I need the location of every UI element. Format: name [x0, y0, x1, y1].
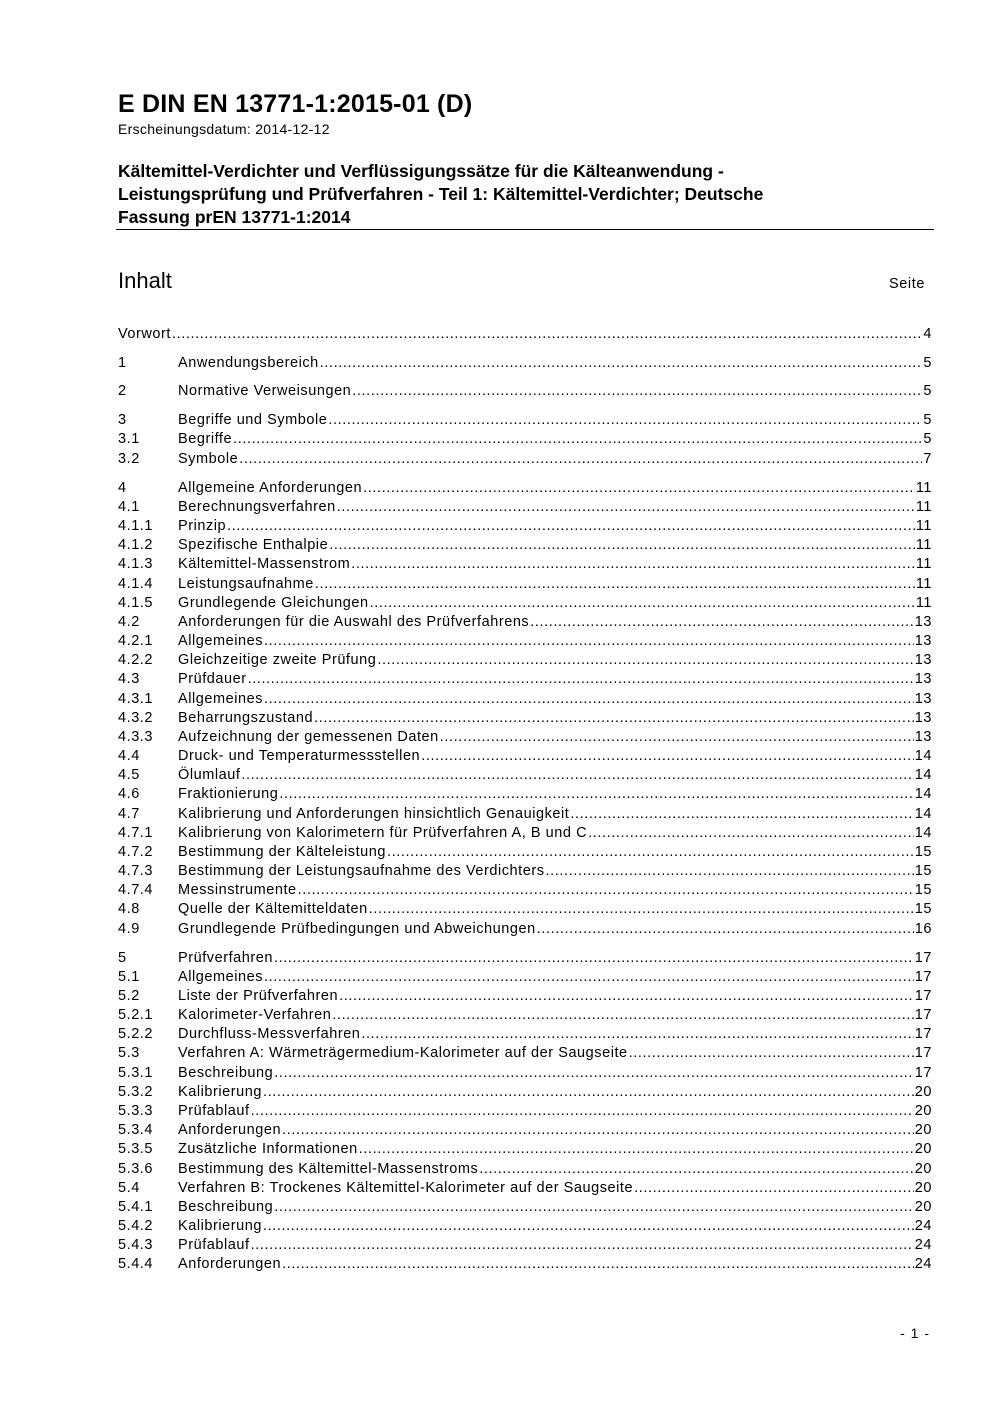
document-id: E DIN EN 13771-1:2015-01 (D) [118, 90, 473, 118]
toc-entry-page: 13 [914, 691, 932, 707]
toc-dot-leader [274, 1198, 913, 1217]
toc-entry-title: Spezifische Enthalpie [178, 537, 329, 553]
toc-entry-page: 14 [914, 825, 932, 841]
toc-entry-title: Ölumlauf [178, 767, 241, 783]
toc-entry-number: 4.3.3 [118, 729, 153, 745]
toc-entry[interactable] [118, 498, 932, 517]
toc-entry-title: Verfahren A: Wärmeträgermedium-Kalorimeter auf der Saugseite [178, 1045, 628, 1061]
toc-entry-number: 3 [118, 412, 127, 428]
toc-dot-leader [588, 824, 914, 843]
toc-dot-leader [440, 728, 914, 747]
toc-entry-number: 2 [118, 383, 127, 399]
toc-entry-number: 5.3.6 [118, 1161, 153, 1177]
toc-entry-number: 4.6 [118, 786, 140, 802]
toc-entry-title: Allgemeines [178, 633, 264, 649]
toc-entry-page: 20 [914, 1180, 932, 1196]
toc-entry-number: 4.1.1 [118, 518, 153, 534]
toc-dot-leader [332, 1006, 913, 1025]
toc-entry-page: 11 [915, 537, 932, 553]
toc-dot-leader [387, 843, 914, 862]
toc-entry-page: 17 [914, 1007, 932, 1023]
toc-entry-page: 5 [923, 383, 932, 399]
toc-dot-leader [282, 1121, 914, 1140]
toc-entry-number: 5.4.3 [118, 1237, 153, 1253]
toc-entry-number: 5.3 [118, 1045, 140, 1061]
toc-entry-title: Begriffe [178, 431, 233, 447]
toc-entry-title: Kalibrierung und Anforderungen hinsichtlich Genauigkeit [178, 806, 570, 822]
toc-dot-leader [251, 1102, 914, 1121]
toc-entry[interactable] [118, 632, 932, 651]
toc-entry-title: Allgemeines [178, 691, 264, 707]
toc-dot-leader [263, 1083, 914, 1102]
document-title [118, 160, 918, 229]
toc-entry[interactable] [118, 1083, 932, 1102]
toc-entry-number: 5.4 [118, 1180, 140, 1196]
page-number: - 1 - [900, 1325, 930, 1341]
toc-entry[interactable] [118, 900, 932, 919]
toc-dot-leader [282, 1255, 914, 1274]
toc-entry-page: 13 [914, 652, 932, 668]
toc-entry-number: 4.1.4 [118, 576, 153, 592]
toc-entry-number: 4.8 [118, 901, 140, 917]
toc-entry[interactable] [118, 382, 932, 401]
toc-entry-page: 24 [914, 1218, 932, 1234]
toc-entry-title: Anforderungen für die Auswahl des Prüfverfahrens [178, 614, 530, 630]
toc-entry-title: Anwendungsbereich [178, 355, 319, 371]
toc-entry-title: Aufzeichnung der gemessenen Daten [178, 729, 439, 745]
toc-entry-title: Kältemittel-Massenstrom [178, 556, 351, 572]
toc-dot-leader [248, 670, 914, 689]
toc-dot-leader [634, 1179, 914, 1198]
toc-entry-page: 17 [914, 988, 932, 1004]
toc-heading: Inhalt [118, 268, 172, 293]
toc-entry-title: Quelle der Kältemitteldaten [178, 901, 368, 917]
toc-dot-leader [298, 881, 914, 900]
toc-entry[interactable] [118, 651, 932, 670]
toc-entry-page: 14 [914, 806, 932, 822]
toc-entry-title: Symbole [178, 451, 239, 467]
toc-dot-leader [320, 354, 923, 373]
toc-dot-leader [274, 949, 914, 968]
toc-dot-leader [251, 1236, 914, 1255]
toc-entry[interactable] [118, 1236, 932, 1255]
toc-dot-leader [339, 987, 914, 1006]
toc-entry-number: 5.3.3 [118, 1103, 153, 1119]
toc-entry-page: 17 [914, 1026, 932, 1042]
toc-entry-number: 3.2 [118, 451, 140, 467]
toc-entry[interactable] [118, 1179, 932, 1198]
toc-entry-page: 15 [914, 882, 932, 898]
toc-entry-page: 13 [914, 710, 932, 726]
toc-page-label: Seite [888, 276, 925, 292]
toc-entry[interactable] [118, 555, 932, 574]
toc-entry-title: Prüfdauer [178, 671, 247, 687]
toc-entry-page: 13 [914, 614, 932, 630]
toc-entry-number: 5.3.2 [118, 1084, 153, 1100]
toc-dot-leader [377, 651, 913, 670]
toc-entry-title: Bestimmung der Kälteleistung [178, 844, 387, 860]
toc-dot-leader [359, 1140, 914, 1159]
toc-entry-number: 5.2 [118, 988, 140, 1004]
toc-entry[interactable] [118, 843, 932, 862]
toc-dot-leader [314, 709, 914, 728]
toc-entry-number: 5.2.2 [118, 1026, 153, 1042]
toc-entry-page: 20 [914, 1199, 932, 1215]
toc-entry-number: 5.3.4 [118, 1122, 153, 1138]
toc-entry[interactable] [118, 479, 932, 498]
toc-entry[interactable] [118, 450, 932, 469]
toc-entry-page: 11 [915, 518, 932, 534]
toc-entry-number: 5.4.4 [118, 1256, 153, 1272]
toc-entry-title: Beharrungszustand [178, 710, 314, 726]
toc-entry-page: 11 [915, 576, 932, 592]
toc-entry-number: 4.3 [118, 671, 140, 687]
toc-entry-page: 13 [914, 729, 932, 745]
toc-entry-page: 14 [914, 748, 932, 764]
toc-entry[interactable] [118, 1140, 932, 1159]
toc-entry-number: 4.7.2 [118, 844, 153, 860]
toc-entry-page: 20 [914, 1122, 932, 1138]
toc-dot-leader [546, 862, 914, 881]
toc-entry[interactable] [118, 949, 932, 968]
toc-dot-leader [279, 785, 913, 804]
toc-entry[interactable] [118, 1198, 932, 1217]
toc-entry-page: 11 [915, 480, 932, 496]
toc-dot-leader [264, 690, 914, 709]
toc-entry-number: 4.2.1 [118, 633, 153, 649]
toc-entry[interactable] [118, 594, 932, 613]
toc-entry[interactable] [118, 920, 932, 939]
toc-entry-number: 4.7.3 [118, 863, 153, 879]
toc-entry-number: 5.1 [118, 969, 140, 985]
toc-entry-page: 20 [914, 1084, 932, 1100]
toc-entry-title: Berechnungsverfahren [178, 499, 336, 515]
toc-entry-number: 5 [118, 950, 127, 966]
title-line: Kältemittel-Verdichter und Verflüssigungssätze für die Kälteanwendung - [118, 161, 724, 181]
toc-entry-title: Leistungsaufnahme [178, 576, 314, 592]
toc-entry[interactable] [118, 747, 932, 766]
toc-entry[interactable] [118, 1064, 932, 1083]
toc-dot-leader [337, 498, 915, 517]
toc-entry-number: 4.1.3 [118, 556, 153, 572]
toc-entry-number: 1 [118, 355, 127, 371]
toc-entry-number: 5.2.1 [118, 1007, 153, 1023]
toc-entry-title: Verfahren B: Trockenes Kältemittel-Kalorimeter auf der Saugseite [178, 1180, 634, 1196]
toc-entry[interactable] [118, 881, 932, 900]
toc-entry-number: 4.5 [118, 767, 140, 783]
toc-entry-page: 17 [914, 950, 932, 966]
toc-entry-title: Messinstrumente [178, 882, 297, 898]
toc-entry-title: Allgemeine Anforderungen [178, 480, 363, 496]
toc-entry[interactable] [118, 862, 932, 881]
toc-entry-page: 5 [923, 412, 932, 428]
toc-entry[interactable] [118, 411, 932, 430]
toc-entry-page: 16 [914, 921, 932, 937]
toc-entry-title: Anforderungen [178, 1122, 282, 1138]
toc-dot-leader [315, 575, 915, 594]
toc-entry-number: 4 [118, 480, 127, 496]
toc-entry-title: Kalibrierung von Kalorimetern für Prüfverfahren A, B und C [178, 825, 588, 841]
toc-dot-leader [370, 594, 915, 613]
toc-entry-number: 4.9 [118, 921, 140, 937]
toc-dot-leader [264, 632, 914, 651]
toc-entry-number: 4.3.2 [118, 710, 153, 726]
toc-entry-page: 15 [914, 901, 932, 917]
toc-entry-number: 4.2.2 [118, 652, 153, 668]
toc-entry-number: 4.7.4 [118, 882, 153, 898]
toc-entry[interactable] [118, 805, 932, 824]
toc-entry[interactable] [118, 517, 932, 536]
toc-entry[interactable] [118, 785, 932, 804]
toc-entry[interactable] [118, 1255, 932, 1274]
toc-entry-number: 5.3.5 [118, 1141, 153, 1157]
toc-entry-title: Begriffe und Symbole [178, 412, 328, 428]
toc-entry[interactable] [118, 968, 932, 987]
toc-entry-title: Prüfablauf [178, 1237, 250, 1253]
toc-entry-page: 5 [923, 431, 932, 447]
toc-entry-number: 4.1 [118, 499, 140, 515]
toc-entry-page: 17 [914, 1065, 932, 1081]
toc-dot-leader [233, 430, 922, 449]
toc-entry-title: Normative Verweisungen [178, 383, 352, 399]
title-line: Leistungsprüfung und Prüfverfahren - Teil 1: Kältemittel-Verdichter; Deutsche [118, 184, 764, 204]
toc-entry-title: Zusätzliche Informationen [178, 1141, 358, 1157]
toc-dot-leader [328, 411, 922, 430]
toc-entry[interactable] [118, 1217, 932, 1236]
toc-entry-title: Grundlegende Prüfbedingungen und Abweichungen [178, 921, 536, 937]
toc-dot-leader [239, 450, 922, 469]
toc-entry-title: Prinzip [178, 518, 227, 534]
toc-entry-title: Druck- und Temperaturmessstellen [178, 748, 421, 764]
toc-dot-leader [263, 1217, 914, 1236]
toc-entry-title: Gleichzeitige zweite Prüfung [178, 652, 377, 668]
toc-entry-title: Grundlegende Gleichungen [178, 595, 369, 611]
toc-entry[interactable] [118, 1160, 932, 1179]
toc-entry-title: Prüfablauf [178, 1103, 250, 1119]
toc-entry[interactable] [118, 1102, 932, 1121]
toc-entry-page: 13 [914, 671, 932, 687]
toc-entry[interactable] [118, 690, 932, 709]
toc-entry-title: Bestimmung des Kältemittel-Massenstroms [178, 1161, 479, 1177]
toc-dot-leader [629, 1044, 914, 1063]
toc-dot-leader [537, 920, 914, 939]
toc-entry[interactable] [118, 670, 932, 689]
toc-dot-leader [352, 382, 922, 401]
toc-entry-number: 4.1.2 [118, 537, 153, 553]
toc-entry-title: Allgemeines [178, 969, 264, 985]
toc-dot-leader [421, 747, 914, 766]
toc-entry[interactable] [118, 1044, 932, 1063]
toc-entry[interactable] [118, 1025, 932, 1044]
toc-dot-leader [363, 479, 915, 498]
toc-entry[interactable] [118, 430, 932, 449]
toc-entry-page: 20 [914, 1103, 932, 1119]
toc-entry-number: 4.1.5 [118, 595, 153, 611]
toc-dot-leader [570, 805, 913, 824]
toc-entry-page: 13 [914, 633, 932, 649]
toc-entry-page: 20 [914, 1161, 932, 1177]
toc-entry-title: Kalibrierung [178, 1084, 262, 1100]
toc-entry[interactable] [118, 824, 932, 843]
toc-entry[interactable] [118, 575, 932, 594]
toc-entry-number: 4.2 [118, 614, 140, 630]
toc-entry-title: Prüfverfahren [178, 950, 273, 966]
toc-entry-number: 5.4.2 [118, 1218, 153, 1234]
toc-entry[interactable] [118, 325, 932, 344]
toc-dot-leader [227, 517, 915, 536]
toc-entry-page: 14 [914, 786, 932, 802]
toc-entry-page: 7 [923, 451, 932, 467]
toc-entry-page: 17 [914, 1045, 932, 1061]
toc-entry-title: Beschreibung [178, 1065, 274, 1081]
toc-entry-page: 17 [914, 969, 932, 985]
toc-entry-title: Beschreibung [178, 1199, 274, 1215]
publication-date: Erscheinungsdatum: 2014-12-12 [118, 121, 330, 137]
toc-entry-title: Anforderungen [178, 1256, 282, 1272]
toc-dot-leader [361, 1025, 913, 1044]
toc-entry-page: 14 [914, 767, 932, 783]
toc-dot-leader [369, 900, 914, 919]
toc-entry[interactable] [118, 728, 932, 747]
toc-entry-page: 4 [923, 326, 932, 342]
toc-dot-leader [274, 1064, 913, 1083]
toc-dot-leader [479, 1160, 914, 1179]
toc-entry-title: Durchfluss-Messverfahren [178, 1026, 361, 1042]
toc-entry-number: 4.7 [118, 806, 140, 822]
toc-entry-number: 4.4 [118, 748, 140, 764]
toc-entry-page: 15 [914, 863, 932, 879]
toc-entry-page: 20 [914, 1141, 932, 1157]
toc-entry[interactable] [118, 1006, 932, 1025]
toc-entry[interactable] [118, 354, 932, 373]
toc-entry-page: 5 [923, 355, 932, 371]
toc-dot-leader [530, 613, 914, 632]
toc-entry-page: 15 [914, 844, 932, 860]
toc-dot-leader [351, 555, 915, 574]
toc-entry-page: 24 [914, 1237, 932, 1253]
toc-entry-title: Kalibrierung [178, 1218, 262, 1234]
toc-entry-number: 5.4.1 [118, 1199, 153, 1215]
toc-entry-number: 5.3.1 [118, 1065, 153, 1081]
toc-entry[interactable] [118, 536, 932, 555]
title-divider [116, 229, 934, 230]
toc-entry[interactable] [118, 709, 932, 728]
toc-dot-leader [264, 968, 914, 987]
toc-entry-title: Vorwort [118, 326, 172, 342]
toc-entry[interactable] [118, 1121, 932, 1140]
toc-entry-title: Fraktionierung [178, 786, 279, 802]
toc-entry-title: Liste der Prüfverfahren [178, 988, 339, 1004]
toc-dot-leader [241, 766, 913, 785]
toc-entry-page: 11 [915, 556, 932, 572]
title-line: Fassung prEN 13771-1:2014 [118, 207, 351, 227]
toc-entry-title: Kalorimeter-Verfahren [178, 1007, 332, 1023]
toc-entry-title: Bestimmung der Leistungsaufnahme des Verdichters [178, 863, 545, 879]
toc-dot-leader [329, 536, 915, 555]
toc-entry-page: 24 [914, 1256, 932, 1272]
toc-entry[interactable] [118, 613, 932, 632]
toc-entry-number: 4.3.1 [118, 691, 153, 707]
toc-entry[interactable] [118, 766, 932, 785]
toc-entry[interactable] [118, 987, 932, 1006]
toc-entry-page: 11 [915, 499, 932, 515]
toc-entry-page: 11 [915, 595, 932, 611]
toc-dot-leader [172, 325, 922, 344]
toc-entry-number: 3.1 [118, 431, 140, 447]
toc-entry-number: 4.7.1 [118, 825, 153, 841]
